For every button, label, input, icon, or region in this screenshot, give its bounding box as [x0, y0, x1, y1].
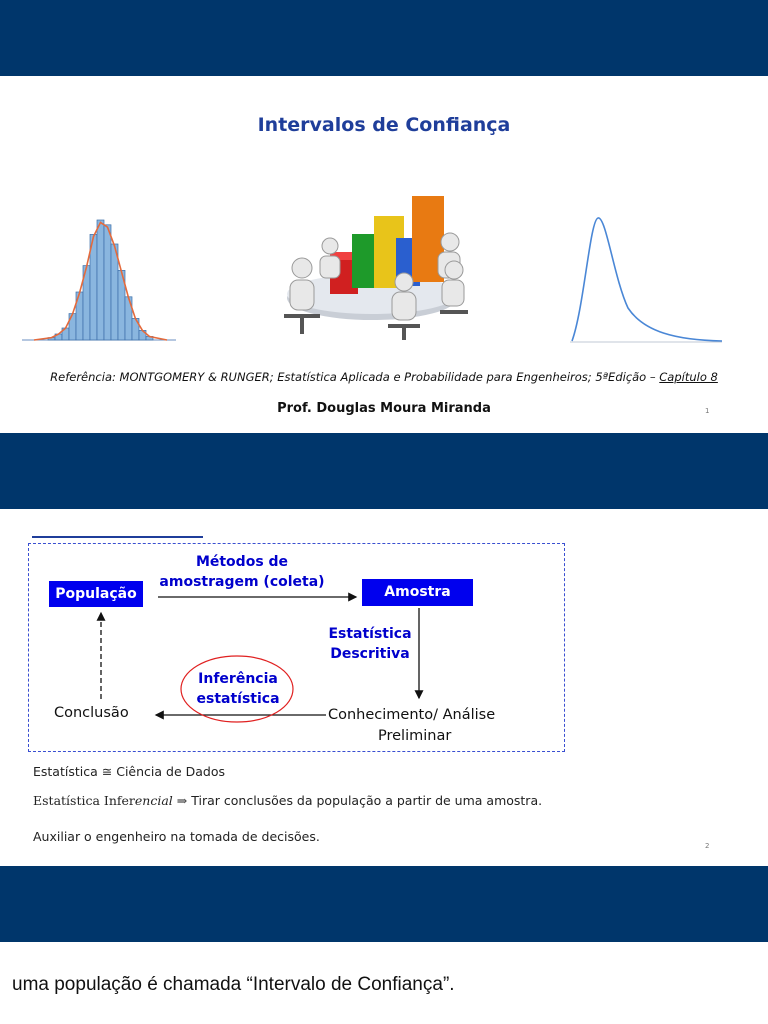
- estatistica-line2: Descritiva: [330, 646, 410, 662]
- page-number-1: 1: [705, 407, 710, 415]
- skewed-distribution-illustration: [566, 208, 726, 346]
- conhecimento-line1: Conhecimento/ Análise: [328, 707, 496, 723]
- reference-text: [0, 370, 768, 384]
- header-band-3: [0, 866, 768, 942]
- line2-suffix: Tirar conclusões da população a partir de uma amostra.: [191, 793, 543, 808]
- definition-line-2: [33, 793, 542, 808]
- header-band-2: [0, 433, 768, 509]
- metodos-line1: Métodos de: [195, 554, 289, 570]
- page-number-2: 2: [705, 842, 710, 850]
- meeting-chart-illustration: [272, 186, 472, 346]
- header-band-top: [0, 0, 768, 76]
- slide-3-fragment: uma população é chamada “Intervalo de Confiança”.: [12, 974, 455, 995]
- histogram-illustration: [20, 208, 180, 343]
- definition-line-3: Auxiliar o engenheiro na tomada de decisões.: [33, 829, 320, 844]
- amostra-box: Amostra: [362, 579, 473, 606]
- inferencia-line1: Inferência: [198, 671, 278, 687]
- populacao-box: População: [49, 581, 143, 607]
- approx-symbol: ≅: [101, 764, 113, 779]
- slide-title: Intervalos de Confiança: [257, 114, 511, 136]
- reference-chapter-link[interactable]: Capítulo 8: [659, 370, 718, 384]
- reference-main: Referência: MONTGOMERY & RUNGER; Estatística Aplicada e Probabilidade para Engenheiros; 5ªEdição –: [50, 370, 660, 384]
- line2-prefix-it: encial: [134, 793, 173, 808]
- line1-prefix: Estatística: [33, 764, 98, 779]
- inferencia-label: [186, 669, 290, 709]
- slide-2: [0, 509, 768, 866]
- definition-line-1: [33, 764, 225, 779]
- histogram-bar: [97, 220, 104, 340]
- line1-suffix: Ciência de Dados: [116, 764, 225, 779]
- histogram-bar: [104, 225, 111, 340]
- implies-symbol: ⇒: [176, 793, 188, 808]
- conhecimento-label: [328, 705, 518, 747]
- metodos-line2: amostragem (coleta): [159, 574, 325, 590]
- conclusao-label: Conclusão: [54, 705, 129, 721]
- estatistica-descritiva-label: [320, 624, 420, 664]
- professor-name: Prof. Douglas Moura Miranda: [277, 401, 491, 416]
- inferencia-line2: estatística: [196, 691, 280, 707]
- line2-prefix-rm: Estatística Infer: [33, 793, 135, 808]
- histogram-bar: [111, 244, 118, 340]
- slide-1: [0, 76, 768, 433]
- conhecimento-line2: Preliminar: [378, 728, 452, 744]
- estatistica-line1: Estatística: [328, 626, 412, 642]
- metodos-label: [152, 552, 332, 592]
